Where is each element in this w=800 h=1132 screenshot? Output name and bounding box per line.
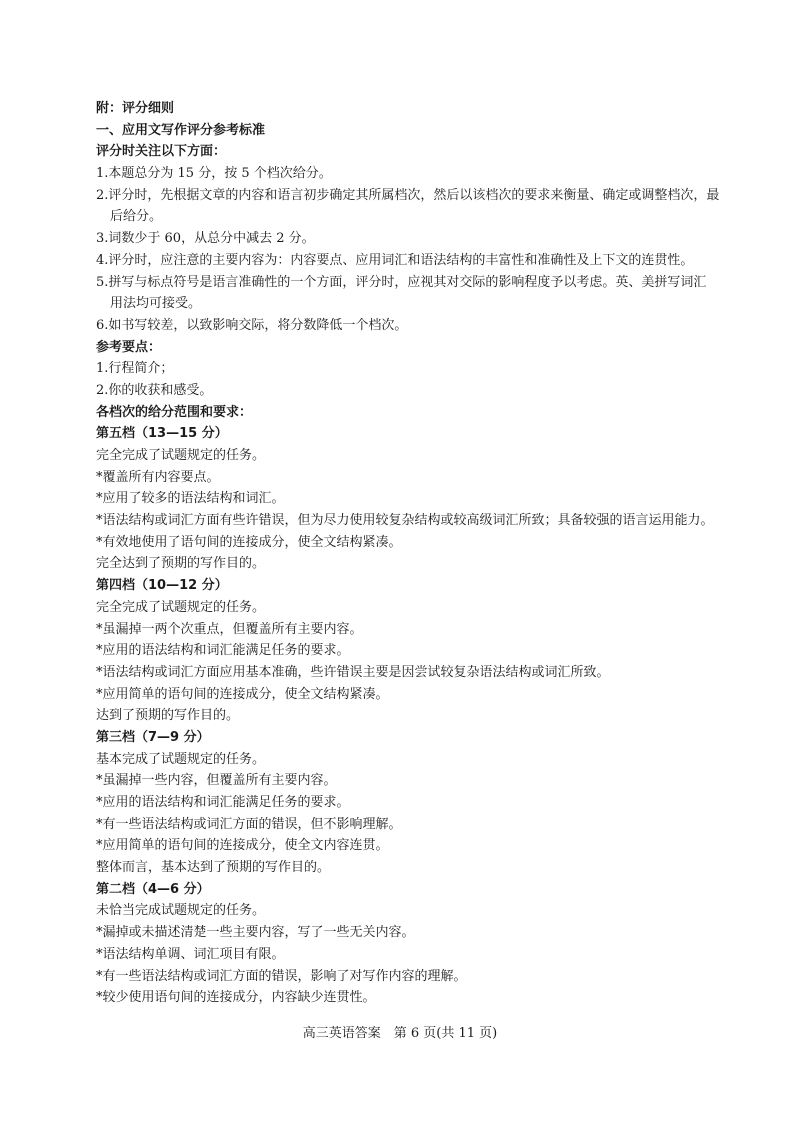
text-line: 3.词数少于 60，从总分中减去 2 分。 — [96, 231, 315, 247]
text-line: *有效地使用了语句间的连接成分，使全文结构紧凑。 — [96, 534, 402, 550]
text-line: 5.拼写与标点符号是语言准确性的一个方面，评分时，应视其对交际的影响程度予以考虑。英、美拼写词汇 — [96, 274, 707, 290]
text-line: *较少使用语句间的连接成分，内容缺少连贯性。 — [96, 990, 376, 1006]
section-heading: 第五档（13—15 分） — [96, 426, 228, 442]
text-line: 整体而言，基本达到了预期的写作目的。 — [96, 860, 331, 876]
text-line: *有一些语法结构或词汇方面的错误，但不影响理解。 — [96, 816, 402, 832]
text-line: 完全完成了试题规定的任务。 — [96, 599, 266, 615]
text-line: 2.评分时，先根据文章的内容和语言初步确定其所属档次，然后以该档次的要求来衡量、确定或调整档次，最 — [96, 187, 720, 203]
text-line: 1.本题总分为 15 分，按 5 个档次给分。 — [96, 166, 332, 182]
text-line: 达到了预期的写作目的。 — [96, 708, 240, 724]
text-line: 4.评分时，应注意的主要内容为：内容要点、应用词汇和语法结构的丰富性和准确性及上下文的连贯性。 — [96, 252, 694, 268]
text-line: *应用的语法结构和词汇能满足任务的要求。 — [96, 795, 350, 810]
text-line: 基本完成了试题规定的任务。 — [96, 751, 266, 767]
section-heading: 一、应用文写作评分参考标准 — [96, 122, 266, 138]
text-line: 2.你的收获和感受。 — [96, 382, 213, 398]
text-line: 用法均可接受。 — [110, 296, 202, 312]
text-line: 完全达到了预期的写作目的。 — [96, 556, 266, 572]
text-line: *应用了较多的语法结构和词汇。 — [96, 491, 285, 507]
text-line: *漏掉或未描述清楚一些主要内容，写了一些无关内容。 — [96, 925, 415, 941]
text-line: *有一些语法结构或词汇方面的错误，影响了对写作内容的理解。 — [96, 968, 467, 984]
section-heading: 第四档（10—12 分） — [96, 578, 228, 594]
text-line: *语法结构或词汇方面应用基本准确，些许错误主要是因尝试较复杂语法结构或词汇所致。 — [96, 664, 610, 680]
page-footer: 高三英语答案 第 6 页(共 11 页) — [302, 1026, 498, 1041]
section-heading: 第二档（4—6 分） — [96, 881, 210, 897]
section-heading: 各档次的给分范围和要求： — [96, 404, 253, 420]
section-heading: 参考要点： — [96, 339, 162, 355]
text-line: 6.如书写较差，以致影响交际，将分数降低一个档次。 — [96, 317, 408, 333]
text-line: *覆盖所有内容要点。 — [96, 469, 220, 485]
text-line: *应用简单的语句间的连接成分，使全文内容连贯。 — [96, 838, 389, 854]
section-heading: 附：评分细则 — [96, 101, 175, 116]
text-line: *虽漏掉一两个次重点，但覆盖所有主要内容。 — [96, 621, 363, 637]
text-line: 后给分。 — [110, 209, 163, 225]
section-heading: 第三档（7—9 分） — [96, 729, 210, 745]
section-heading: 评分时关注以下方面： — [96, 144, 227, 160]
text-line: *语法结构单调、词汇项目有限。 — [96, 946, 285, 962]
text-line: 完全完成了试题规定的任务。 — [96, 448, 266, 463]
text-line: *语法结构或词汇方面有些许错误，但为尽力使用较复杂结构或较高级词汇所致；具备较强的语言运用能力。 — [96, 513, 714, 529]
document-body — [96, 98, 736, 1009]
text-line: *应用的语法结构和词汇能满足任务的要求。 — [96, 643, 350, 659]
text-line: 1.行程简介； — [96, 361, 174, 377]
text-line: *应用简单的语句间的连接成分，使全文结构紧凑。 — [96, 686, 389, 702]
text-line: 未恰当完成试题规定的任务。 — [96, 903, 266, 919]
text-line: *虽漏掉一些内容，但覆盖所有主要内容。 — [96, 773, 337, 789]
